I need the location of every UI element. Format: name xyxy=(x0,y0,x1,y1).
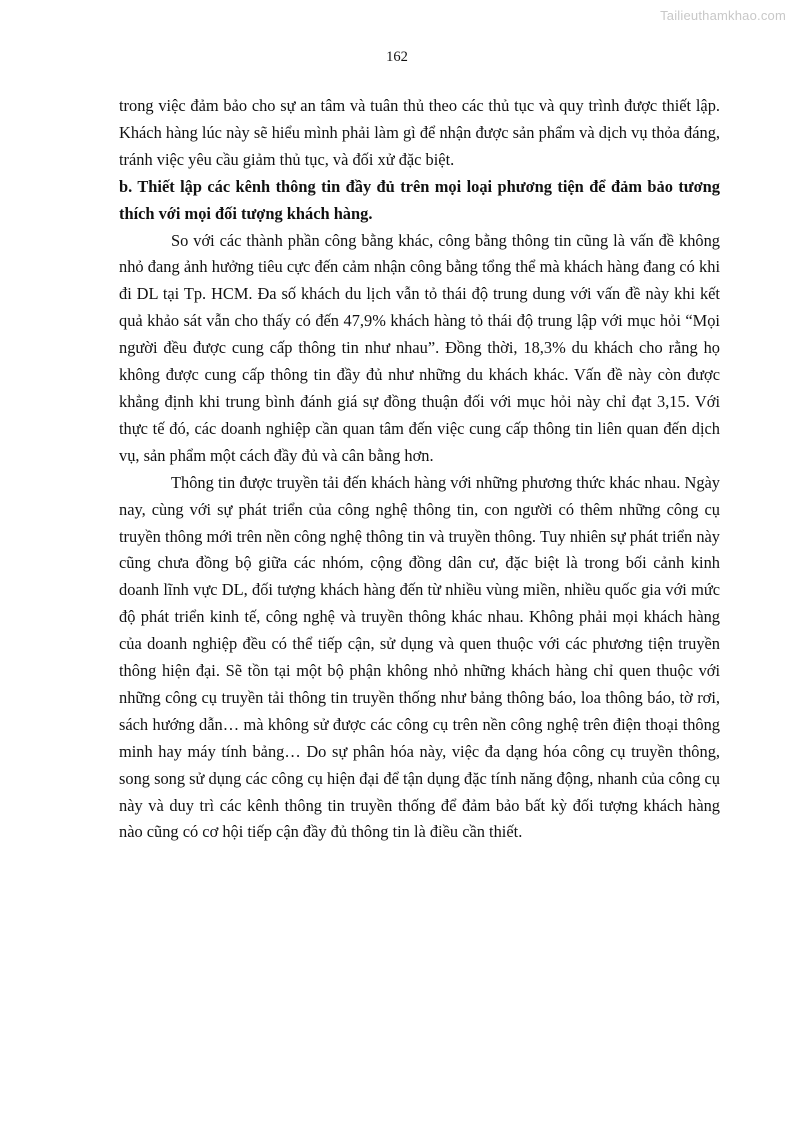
watermark: Tailieuthamkhao.com xyxy=(660,8,786,23)
paragraph-information-fairness: So với các thành phần công bằng khác, công bằng thông tin cũng là vấn đề không nhỏ đang ảnh hưởng tiêu cực đến cảm nhận công bằng tổng thể mà khách hàng đang có khi đi DL tại Tp. HCM. Đa số khách du lịch vẫn tỏ thái độ trung dung với vấn đề này khi kết quả khảo sát vẫn cho thấy có đến 47,9% khách hàng tỏ thái độ trung lập với mục hỏi “Mọi người đều được cung cấp thông tin như nhau”. Đồng thời, 18,3% du khách cho rằng họ không được cung cấp thông tin đầy đủ như những du khách khác. Vấn đề này còn được khẳng định khi trung bình đánh giá sự đồng thuận đối với mục hỏi này chỉ đạt 3,15. Với thực tế đó, các doanh nghiệp cần quan tâm đến việc cung cấp thông tin liên quan đến dịch vụ, sản phẩm một cách đầy đủ và cân bằng hơn. xyxy=(119,230,720,465)
section-heading-b: b. Thiết lập các kênh thông tin đầy đủ trên mọi loại phương tiện để đảm bảo tương thích với mọi đối tượng khách hàng. xyxy=(119,176,720,223)
paragraph-continuation: trong việc đảm bảo cho sự an tâm và tuân thủ theo các thủ tục và quy trình được thiết lập. Khách hàng lúc này sẽ hiểu mình phải làm gì để nhận được sản phẩm và dịch vụ thỏa đáng, tránh việc yêu cầu giảm thủ tục, và đối xử đặc biệt. xyxy=(119,96,720,169)
paragraph-communication-channels: Thông tin được truyền tải đến khách hàng với những phương thức khác nhau. Ngày nay, cùng với sự phát triển của công nghệ thông tin, con người có thêm những công cụ truyền thông mới trên nền công nghệ thông tin và truyền thông. Tuy nhiên sự phát triển này cũng chưa đồng bộ giữa các nhóm, cộng đồng dân cư, đặc biệt là trong bối cảnh kinh doanh lĩnh vực DL, đối tượng khách hàng đến từ nhiều vùng miền, nhiều quốc gia với mức độ phát triển kinh tế, công nghệ và truyền thông khác nhau. Không phải mọi khách hàng của doanh nghiệp đều có thể tiếp cận, sử dụng và quen thuộc với các phương tiện truyền thông hiện đại. Sẽ tồn tại một bộ phận không nhỏ những khách hàng chỉ quen thuộc với những công cụ truyền tải thông tin truyền thống như bảng thông báo, loa thông báo, tờ rơi, sách hướng dẫn… mà không sử được các công cụ trên nền công nghệ trên điện thoại thông minh hay máy tính bảng… Do sự phân hóa này, việc đa dạng hóa công cụ truyền thông, song song sử dụng các công cụ hiện đại để tận dụng đặc tính năng động, nhanh của công cụ này và duy trì các kênh thông tin truyền thống để đảm bảo bất kỳ đối tượng khách hàng nào cũng có cơ hội tiếp cận đầy đủ thông tin là điều cần thiết. xyxy=(119,472,720,842)
page-content xyxy=(119,93,720,846)
page-number: 162 xyxy=(386,49,408,65)
